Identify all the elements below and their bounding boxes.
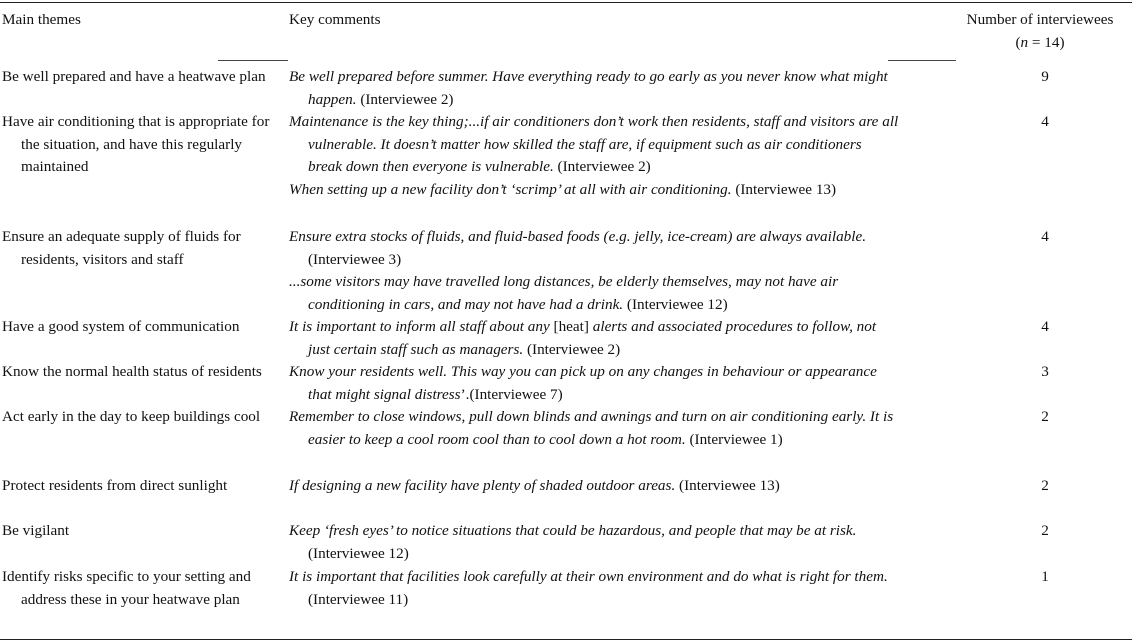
comment-cell (289, 226, 899, 316)
comment-paragraph: Remember to close windows, pull down blinds and awnings and turn on air conditioning early. It is easier to keep a cool room cool than to cool down a hot room. (Interviewee 1) (289, 408, 894, 448)
header-count-n: (n = 14) (1015, 33, 1065, 51)
count-cell: 4 (1041, 113, 1049, 130)
comment-paragraph: Keep ‘fresh eyes’ to notice situations that could be hazardous, and people that may be at risk. (Interviewee 12) (289, 522, 857, 562)
comment-paragraph: ...some visitors may have travelled long distances, be elderly themselves, may not have air conditioning in cars, and may not have had a drink. (Interviewee 12) (289, 273, 839, 313)
comment-paragraph: Be well prepared before summer. Have everything ready to go early as you never know what might happen. (Interviewee 2) (289, 68, 888, 108)
comment-paragraph: If designing a new facility have plenty of shaded outdoor areas. (Interviewee 13) (289, 477, 780, 494)
comment-cell (289, 520, 899, 565)
table-top-rule (0, 2, 1132, 3)
table-bottom-rule (0, 639, 1132, 640)
header-key-comments: Key comments (289, 11, 381, 28)
header-count-line1: Number of interviewees (966, 11, 1114, 28)
comment-cell (289, 111, 899, 201)
theme-cell: Be well prepared and have a heatwave plan (2, 68, 266, 85)
comment-cell (289, 475, 899, 498)
header-main-themes: Main themes (2, 11, 81, 28)
count-cell: 2 (1041, 522, 1049, 539)
count-cell: 3 (1041, 363, 1049, 380)
comment-cell (289, 361, 899, 406)
theme-cell: Identify risks specific to your setting and address these in your heatwave plan (2, 568, 251, 608)
comment-paragraph: Know your residents well. This way you can pick up on any changes in behaviour or appearance that might signal distress’.(Interviewee 7) (289, 363, 877, 403)
header-subrule-right (888, 60, 956, 61)
comment-cell (289, 566, 899, 611)
theme-cell: Ensure an adequate supply of fluids for residents, visitors and staff (2, 228, 241, 268)
theme-cell: Protect residents from direct sunlight (2, 477, 228, 494)
comment-paragraph: It is important that facilities look carefully at their own environment and do what is right for them. (Interviewee 11) (289, 568, 888, 608)
count-cell: 9 (1041, 68, 1049, 85)
comment-paragraph: When setting up a new facility don’t ‘scrimp’ at all with air conditioning. (Interviewee 13) (289, 180, 837, 198)
comment-cell (289, 66, 899, 111)
count-cell: 1 (1041, 568, 1049, 585)
header-subrule-left (218, 60, 288, 61)
count-cell: 2 (1041, 408, 1049, 425)
header-number-of-interviewees (950, 9, 1130, 54)
comment-paragraph: Ensure extra stocks of fluids, and fluid-based foods (e.g. jelly, ice-cream) are always available. (Interviewee 3) (289, 228, 867, 268)
theme-cell: Have air conditioning that is appropriate for the situation, and have this regularly maintained (2, 113, 270, 175)
comment-cell (289, 316, 899, 361)
count-cell: 4 (1041, 228, 1049, 245)
count-cell: 2 (1041, 477, 1049, 494)
comment-cell (289, 406, 899, 451)
theme-cell: Be vigilant (2, 522, 70, 539)
theme-cell: Have a good system of communication (2, 318, 240, 335)
theme-cell: Know the normal health status of residents (2, 363, 262, 380)
comment-paragraph: It is important to inform all staff about any [heat] alerts and associated procedures to follow, not just certain staff such as managers. (Interviewee 2) (289, 318, 877, 358)
comment-paragraph: Maintenance is the key thing;...if air conditioners don’t work then residents, staff and visitors are all vulnerable. It doesn’t matter how skilled the staff are, if equipment such as air conditioners break down then everyone is vulnerable. (Interviewee 2) (289, 113, 899, 175)
theme-cell: Act early in the day to keep buildings cool (2, 408, 261, 425)
count-cell: 4 (1041, 318, 1049, 335)
